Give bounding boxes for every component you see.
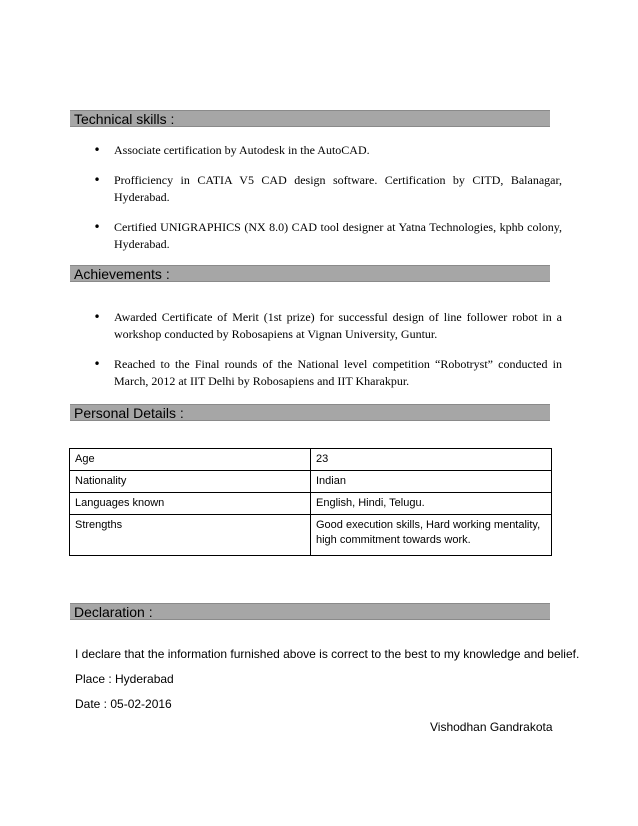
personal-details-table	[69, 448, 552, 556]
table-cell-key: Age	[70, 449, 311, 471]
bullet-icon: •	[93, 143, 101, 157]
table-row	[70, 493, 552, 515]
declaration-place: Place : Hyderabad	[75, 672, 174, 686]
table-cell-key: Languages known	[70, 493, 311, 515]
list-item: • Profficiency in CATIA V5 CAD design software. Certification by CITD, Balanagar, Hyderabad.	[93, 173, 562, 204]
bullet-icon: •	[93, 310, 101, 324]
list-item: • Certified UNIGRAPHICS (NX 8.0) CAD tool designer at Yatna Technologies, kphb colony, Hyderabad.	[93, 220, 562, 251]
table-cell-value: 23	[311, 449, 552, 471]
technical-skills-header: Technical skills :	[70, 110, 550, 127]
list-item: • Associate certification by Autodesk in the AutoCAD.	[93, 143, 370, 157]
bullet-icon: •	[93, 173, 101, 187]
list-item: • Reached to the Final rounds of the National level competition “Robotryst” conducted in March, 2012 at IIT Delhi by Robosapiens and IIT Kharakpur.	[93, 357, 562, 388]
achievements-header: Achievements :	[70, 265, 550, 282]
table-cell-value: Good execution skills, Hard working mentality, high commitment towards work.	[311, 515, 552, 556]
table-cell-value: English, Hindi, Telugu.	[311, 493, 552, 515]
table-row	[70, 471, 552, 493]
signature-name: Vishodhan Gandrakota	[430, 720, 553, 734]
achievements-list	[92, 309, 562, 403]
table-row	[70, 449, 552, 471]
table-cell-key: Nationality	[70, 471, 311, 493]
declaration-date: Date : 05-02-2016	[75, 697, 172, 711]
personal-details-header: Personal Details :	[70, 404, 550, 421]
technical-skills-list	[92, 142, 562, 266]
list-item: • Awarded Certificate of Merit (1st prize) for successful design of line follower robot in a workshop conducted by Robosapiens at Vignan University, Guntur.	[93, 310, 562, 341]
bullet-icon: •	[93, 357, 101, 371]
declaration-header: Declaration :	[70, 603, 550, 620]
declaration-statement: I declare that the information furnished above is correct to the best to my knowledge and belief.	[75, 647, 580, 661]
table-cell-value: Indian	[311, 471, 552, 493]
bullet-icon: •	[93, 220, 101, 234]
table-row	[70, 515, 552, 556]
table-cell-key: Strengths	[70, 515, 311, 556]
